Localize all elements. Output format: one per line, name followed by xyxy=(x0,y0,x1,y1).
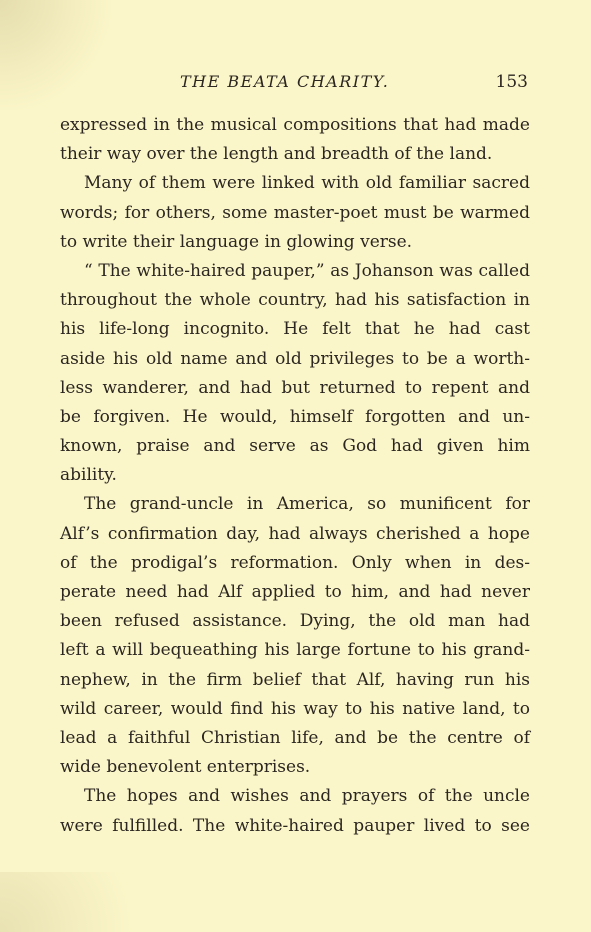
text-line: wild career, would find his way to his native land, to xyxy=(60,698,530,719)
text-line: to write their language in glowing verse. xyxy=(60,231,413,252)
text-line: words; for others, some master-poet must be warmed xyxy=(60,202,530,223)
text-line: Many of them were linked with old familiar sacred xyxy=(84,173,530,194)
text-line: lead a faithful Christian life, and be the centre of xyxy=(60,727,530,748)
text-line: known, praise and serve as God had given him xyxy=(60,436,530,457)
text-line: perate need had Alf applied to him, and had never xyxy=(60,582,530,602)
text-line: be forgiven. He would, himself forgotten and un- xyxy=(60,406,530,427)
text-line: The hopes and wishes and prayers of the uncle xyxy=(84,786,530,807)
text-line: were fulfilled. The white-haired pauper lived to see xyxy=(60,815,530,836)
text-line: less wanderer, and had but returned to repent and xyxy=(60,377,530,398)
text-line: their way over the length and breadth of the land. xyxy=(60,144,493,165)
text-line: nephew, in the firm belief that Alf, having run his xyxy=(60,669,530,690)
running-title: THE BEATA CHARITY. xyxy=(180,72,390,91)
body-text xyxy=(60,111,530,841)
text-line: expressed in the musical compositions that had made xyxy=(60,115,530,135)
text-line: ability. xyxy=(60,465,117,486)
text-line: wide benevolent enterprises. xyxy=(60,757,311,778)
page-number: 153 xyxy=(495,72,528,92)
text-line: left a will bequeathing his large fortune to his grand- xyxy=(60,640,530,661)
text-line: throughout the whole country, had his satisfaction in xyxy=(60,290,530,311)
text-line: The grand-uncle in America, so munificent for xyxy=(84,494,530,515)
text-line: “ The white-haired pauper,” as Johanson was called xyxy=(84,260,530,281)
text-line: of the prodigal’s reformation. Only when in des- xyxy=(60,552,530,573)
text-line: been refused assistance. Dying, the old man had xyxy=(60,611,530,632)
text-line: his life-long incognito. He felt that he had cast xyxy=(60,319,530,340)
text-line: Alf’s confirmation day, had always cherished a hope xyxy=(60,523,530,544)
running-head xyxy=(60,68,530,98)
paper-stain-bottom-left xyxy=(0,872,180,932)
text-line: aside his old name and old privileges to be a worth- xyxy=(60,348,530,369)
